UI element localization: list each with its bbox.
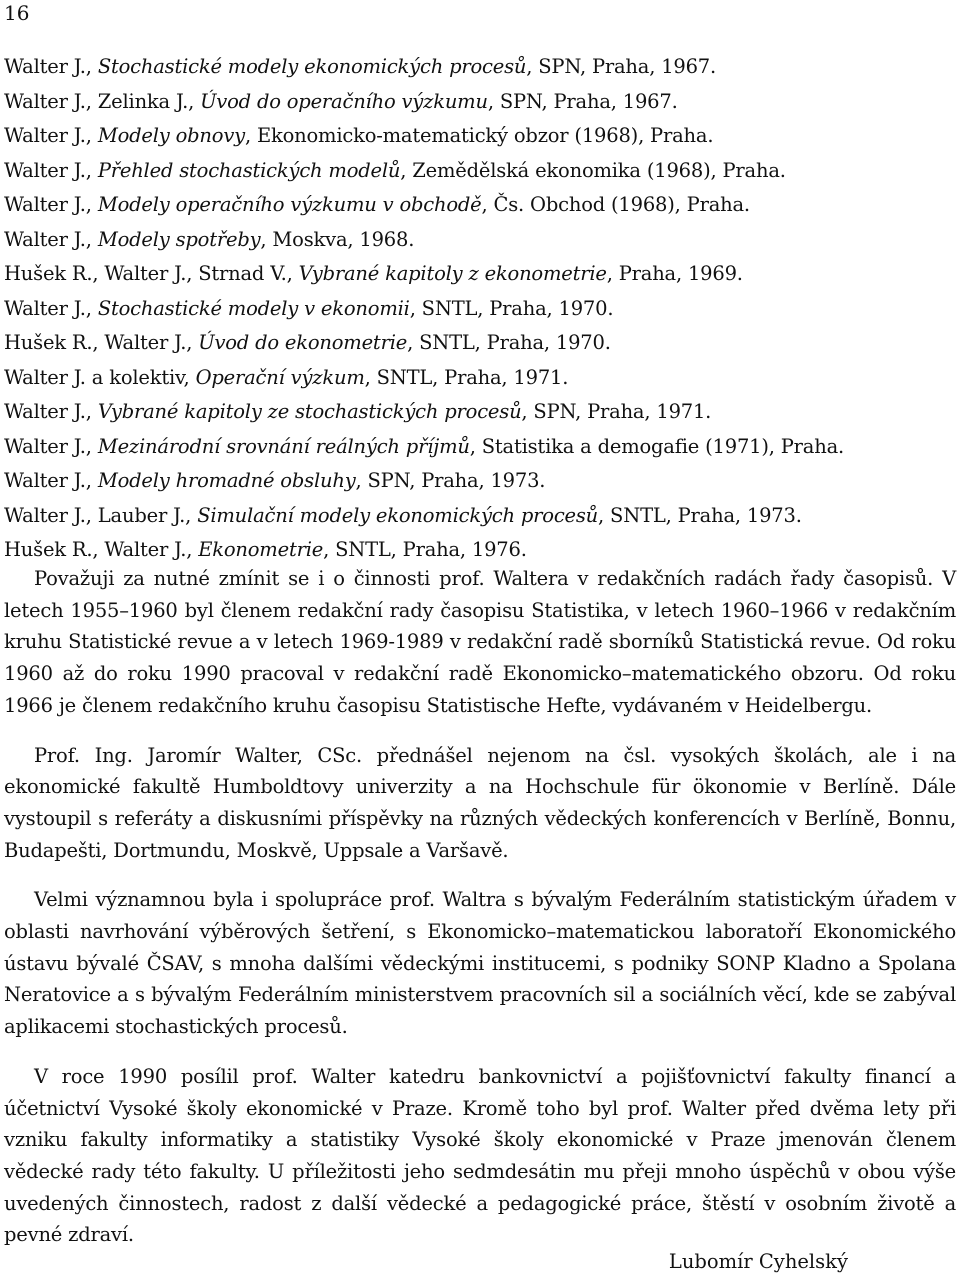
- author-signature: Lubomír Cyhelský: [668, 1250, 848, 1273]
- reference-authors: Walter J. a kolektiv,: [4, 365, 196, 389]
- reference-publication: , SPN, Praha, 1971.: [521, 400, 712, 423]
- reference-authors: Hušek R., Walter J., Strnad V.,: [4, 262, 299, 285]
- reference-item: [4, 464, 954, 499]
- reference-authors: Walter J.,: [4, 227, 98, 251]
- reference-authors: Walter J., Lauber J.,: [4, 503, 198, 527]
- reference-title: Přehled stochastických modelů: [97, 158, 401, 182]
- reference-authors: Walter J., Zelinka J.,: [4, 89, 201, 113]
- reference-title: Modely hromadné obsluhy: [97, 469, 356, 492]
- reference-publication: , Moskva, 1968.: [260, 227, 415, 251]
- reference-item: [4, 292, 954, 327]
- reference-title: Mezinárodní srovnání reálných příjmů: [97, 434, 470, 458]
- reference-title: Modely spotřeby: [97, 227, 261, 251]
- reference-authors: Walter J.,: [4, 434, 98, 458]
- reference-title: Úvod do ekonometrie: [198, 331, 408, 354]
- reference-authors: Walter J.,: [4, 469, 98, 492]
- reference-authors: Walter J.,: [4, 55, 98, 78]
- reference-title: Operační výzkum: [195, 365, 365, 389]
- paragraph-lectures: Prof. Ing. Jaromír Walter, CSc. přednášel nejenom na čsl. vysokých školách, ale i na ekonomické fakultě Humboldtovy univerzity a na Hochschule für ökonomie v Berlíně. Dále vystoupil s referáty a diskusními příspěvky na různých vědeckých konferencích v Berlíně, Bonnu, Budapešti, Dortmundu, Moskvě, Uppsale a Varšavě.: [4, 743, 956, 862]
- reference-title: Úvod do operačního výzkumu: [200, 89, 488, 113]
- reference-publication: , SPN, Praha, 1973.: [355, 469, 546, 492]
- reference-authors: Walter J.,: [4, 158, 98, 182]
- reference-authors: Hušek R., Walter J.,: [4, 538, 199, 561]
- reference-authors: Walter J.,: [4, 193, 98, 216]
- reference-title: Vybrané kapitoly z ekonometrie: [298, 262, 607, 285]
- reference-publication: , SPN, Praha, 1967.: [526, 55, 717, 78]
- reference-publication: , SPN, Praha, 1967.: [487, 89, 678, 113]
- reference-title: Modely operačního výzkumu v obchodě: [97, 193, 482, 216]
- reference-title: Ekonometrie: [198, 538, 324, 561]
- reference-item: [4, 430, 954, 465]
- reference-publication: , SNTL, Praha, 1971.: [364, 365, 569, 389]
- reference-title: Stochastické modely ekonomických procesů: [97, 55, 527, 78]
- reference-item: [4, 188, 954, 223]
- reference-title: Stochastické modely v ekonomii: [97, 296, 410, 320]
- reference-publication: , Čs. Obchod (1968), Praha.: [481, 193, 750, 216]
- paragraph-recent-activity: V roce 1990 posílil prof. Walter katedru bankovnictví a pojišťovnictví fakulty financí a účetnictví Vysoké školy ekonomické v Praze. Kromě toho byl prof. Walter před dvěma lety při vzniku fakulty informatiky a statistiky Vysoké školy ekonomické v Praze jmenován členem vědecké rady této fakulty. U příležitosti jeho sedmdesátin mu přeji mnoho úspěchů v obou výše uvedených činnostech, radost z další vědecké a pedagogické práce, štěstí v osobním životě a pevné zdraví.: [4, 1064, 956, 1247]
- reference-authors: Walter J.,: [4, 400, 98, 423]
- body-text: [4, 563, 956, 1269]
- reference-title: Modely obnovy: [97, 124, 245, 147]
- reference-publication: , SNTL, Praha, 1976.: [323, 538, 527, 561]
- reference-item: [4, 85, 954, 120]
- reference-title: Vybrané kapitoly ze stochastických procesů: [97, 400, 522, 423]
- reference-item: [4, 361, 954, 396]
- reference-publication: , SNTL, Praha, 1973.: [598, 503, 802, 527]
- reference-authors: Walter J.,: [4, 296, 98, 320]
- reference-authors: Hušek R., Walter J.,: [4, 331, 199, 354]
- reference-item: [4, 223, 954, 258]
- reference-publication: , SNTL, Praha, 1970.: [407, 331, 611, 354]
- paragraph-cooperation: Velmi významnou byla i spolupráce prof. Waltra s bývalým Federálním statistickým úřadem v oblasti navrhování výběrových šetření, s Ekonomicko–matematickou laboratoří Ekonomického ústavu bývalé ČSAV, s mnoha dalšími vědeckými institucemi, s podniky SONP Kladno a Spolana Neratovice a s bývalým Federálním ministerstvem pracovních sil a sociálních věcí, kde se zabýval aplikacemi stochastických procesů.: [4, 888, 956, 1039]
- reference-publication: , Ekonomicko-matematický obzor (1968), Praha.: [244, 124, 714, 147]
- reference-publication: , Praha, 1969.: [606, 262, 743, 285]
- reference-item: [4, 50, 954, 85]
- reference-item: [4, 499, 954, 534]
- reference-item: [4, 154, 954, 189]
- reference-title: Simulační modely ekonomických procesů: [197, 503, 599, 527]
- reference-item: [4, 257, 954, 292]
- reference-publication: , Statistika a demogafie (1971), Praha.: [469, 434, 845, 458]
- paragraph-editorial-boards: Považuji za nutné zmínit se i o činnosti prof. Waltera v redakčních radách řady časopisů. V letech 1955–1960 byl členem redakční rady časopisu Statistika, v letech 1960–1966 v redakčním kruhu Statistické revue a v letech 1969-1989 v redakční radě sborníků Statistická revue. Od roku 1960 až do roku 1990 pracoval v redakční radě Ekonomicko–matematického obzoru. Od roku 1966 je členem redakčního kruhu časopisu Statistische Hefte, vydávaném v Heidelbergu.: [4, 567, 956, 717]
- reference-authors: Walter J.,: [4, 124, 98, 147]
- reference-publication: , SNTL, Praha, 1970.: [409, 296, 614, 320]
- reference-item: [4, 395, 954, 430]
- reference-item: [4, 119, 954, 154]
- bibliography-list: [4, 50, 954, 568]
- reference-publication: , Zemědělská ekonomika (1968), Praha.: [400, 158, 786, 182]
- page-number: 16: [4, 1, 30, 25]
- reference-item: [4, 326, 954, 361]
